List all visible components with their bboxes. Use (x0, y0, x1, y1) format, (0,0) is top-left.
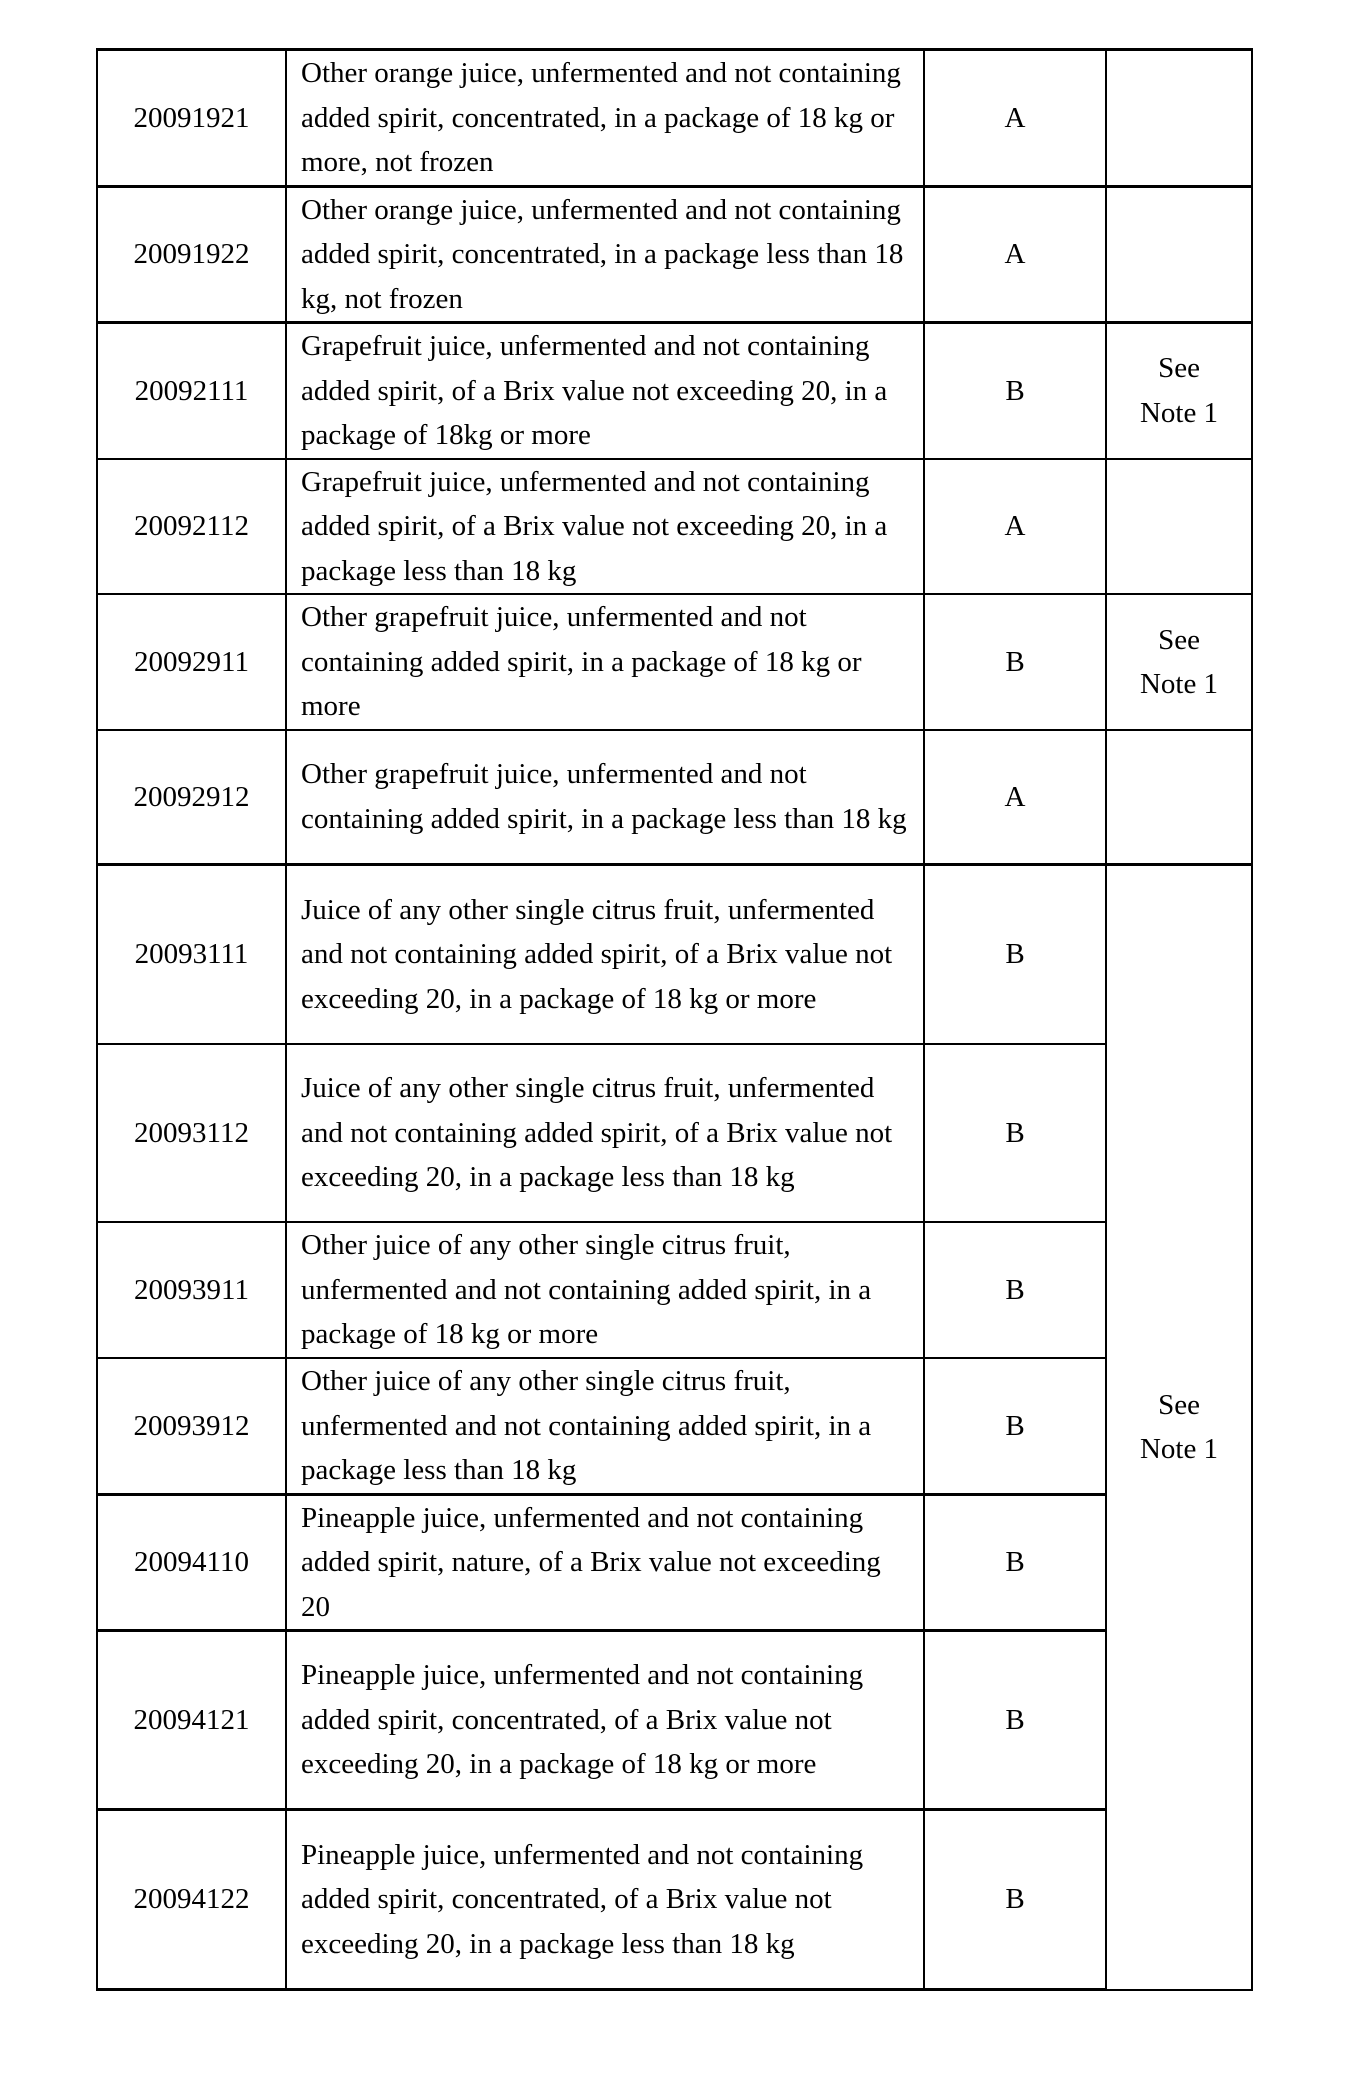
category: B (924, 1044, 1106, 1222)
table-row (97, 459, 1252, 595)
tariff-code: 20093911 (97, 1222, 286, 1358)
tariff-code: 20092111 (97, 323, 286, 459)
merged-note (1106, 864, 1252, 1990)
product-description: Pineapple juice, unfermented and not containing added spirit, concentrated, of a Brix value not exceeding 20, in a package of 18 kg or more (286, 1631, 924, 1810)
category: B (924, 1222, 1106, 1358)
note (1106, 730, 1252, 864)
category: B (924, 594, 1106, 730)
category: A (924, 186, 1106, 323)
table-row (97, 186, 1252, 323)
category: B (924, 1494, 1106, 1631)
tariff-code: 20093112 (97, 1044, 286, 1222)
table-row (97, 730, 1252, 864)
tariff-code: 20091921 (97, 50, 286, 187)
product-description: Other grapefruit juice, unfermented and not containing added spirit, in a package less than 18 kg (286, 730, 924, 864)
tariff-code: 20092911 (97, 594, 286, 730)
table-row (97, 1631, 1252, 1810)
table-row (97, 1810, 1252, 1990)
table-row (97, 864, 1252, 1044)
category: B (924, 1358, 1106, 1494)
product-description: Other grapefruit juice, unfermented and not containing added spirit, in a package of 18 kg or more (286, 594, 924, 730)
note (1106, 50, 1252, 187)
product-description: Other juice of any other single citrus fruit, unfermented and not containing added spirit, in a package less than 18 kg (286, 1358, 924, 1494)
note-line: See (1158, 352, 1200, 385)
tariff-code: 20093111 (97, 864, 286, 1044)
table-row (97, 1494, 1252, 1631)
product-description: Juice of any other single citrus fruit, unfermented and not containing added spirit, of a Brix value not exceeding 20, in a package of 18 kg or more (286, 864, 924, 1044)
table-row (97, 1044, 1252, 1222)
tariff-code: 20094122 (97, 1810, 286, 1990)
note (1106, 186, 1252, 323)
product-description: Pineapple juice, unfermented and not containing added spirit, concentrated, of a Brix value not exceeding 20, in a package less than 18 kg (286, 1810, 924, 1990)
category: A (924, 730, 1106, 864)
table-row (97, 323, 1252, 459)
product-description: Pineapple juice, unfermented and not containing added spirit, nature, of a Brix value not exceeding 20 (286, 1494, 924, 1631)
tariff-code: 20094110 (97, 1494, 286, 1631)
category: A (924, 50, 1106, 187)
note (1106, 459, 1252, 595)
product-description: Grapefruit juice, unfermented and not containing added spirit, of a Brix value not exceeding 20, in a package of 18kg or more (286, 323, 924, 459)
table-row (97, 50, 1252, 187)
note-line: Note 1 (1139, 396, 1219, 429)
product-description: Grapefruit juice, unfermented and not containing added spirit, of a Brix value not exceeding 20, in a package less than 18 kg (286, 459, 924, 595)
product-description: Other orange juice, unfermented and not containing added spirit, concentrated, in a package less than 18 kg, not frozen (286, 186, 924, 323)
category: B (924, 864, 1106, 1044)
category: A (924, 459, 1106, 595)
note-line: Note 1 (1139, 668, 1219, 700)
tariff-code: 20091922 (97, 186, 286, 323)
category: B (924, 323, 1106, 459)
product-description: Juice of any other single citrus fruit, unfermented and not containing added spirit, of a Brix value not exceeding 20, in a package less than 18 kg (286, 1044, 924, 1222)
tariff-code: 20092112 (97, 459, 286, 595)
table-row (97, 1222, 1252, 1358)
note (1106, 323, 1252, 459)
category: B (924, 1810, 1106, 1990)
tariff-code: 20093912 (97, 1358, 286, 1494)
tariff-code: 20094121 (97, 1631, 286, 1810)
note (1106, 594, 1252, 730)
table-row (97, 1358, 1252, 1494)
note-line: See (1158, 1388, 1200, 1421)
category: B (924, 1631, 1106, 1810)
note-line: Note 1 (1139, 1433, 1219, 1465)
table-row (97, 594, 1252, 730)
tariff-code: 20092912 (97, 730, 286, 864)
tariff-table (96, 48, 1253, 1991)
note-line: See (1158, 623, 1200, 656)
product-description: Other juice of any other single citrus fruit, unfermented and not containing added spirit, in a package of 18 kg or more (286, 1222, 924, 1358)
product-description: Other orange juice, unfermented and not containing added spirit, concentrated, in a package of 18 kg or more, not frozen (286, 50, 924, 187)
